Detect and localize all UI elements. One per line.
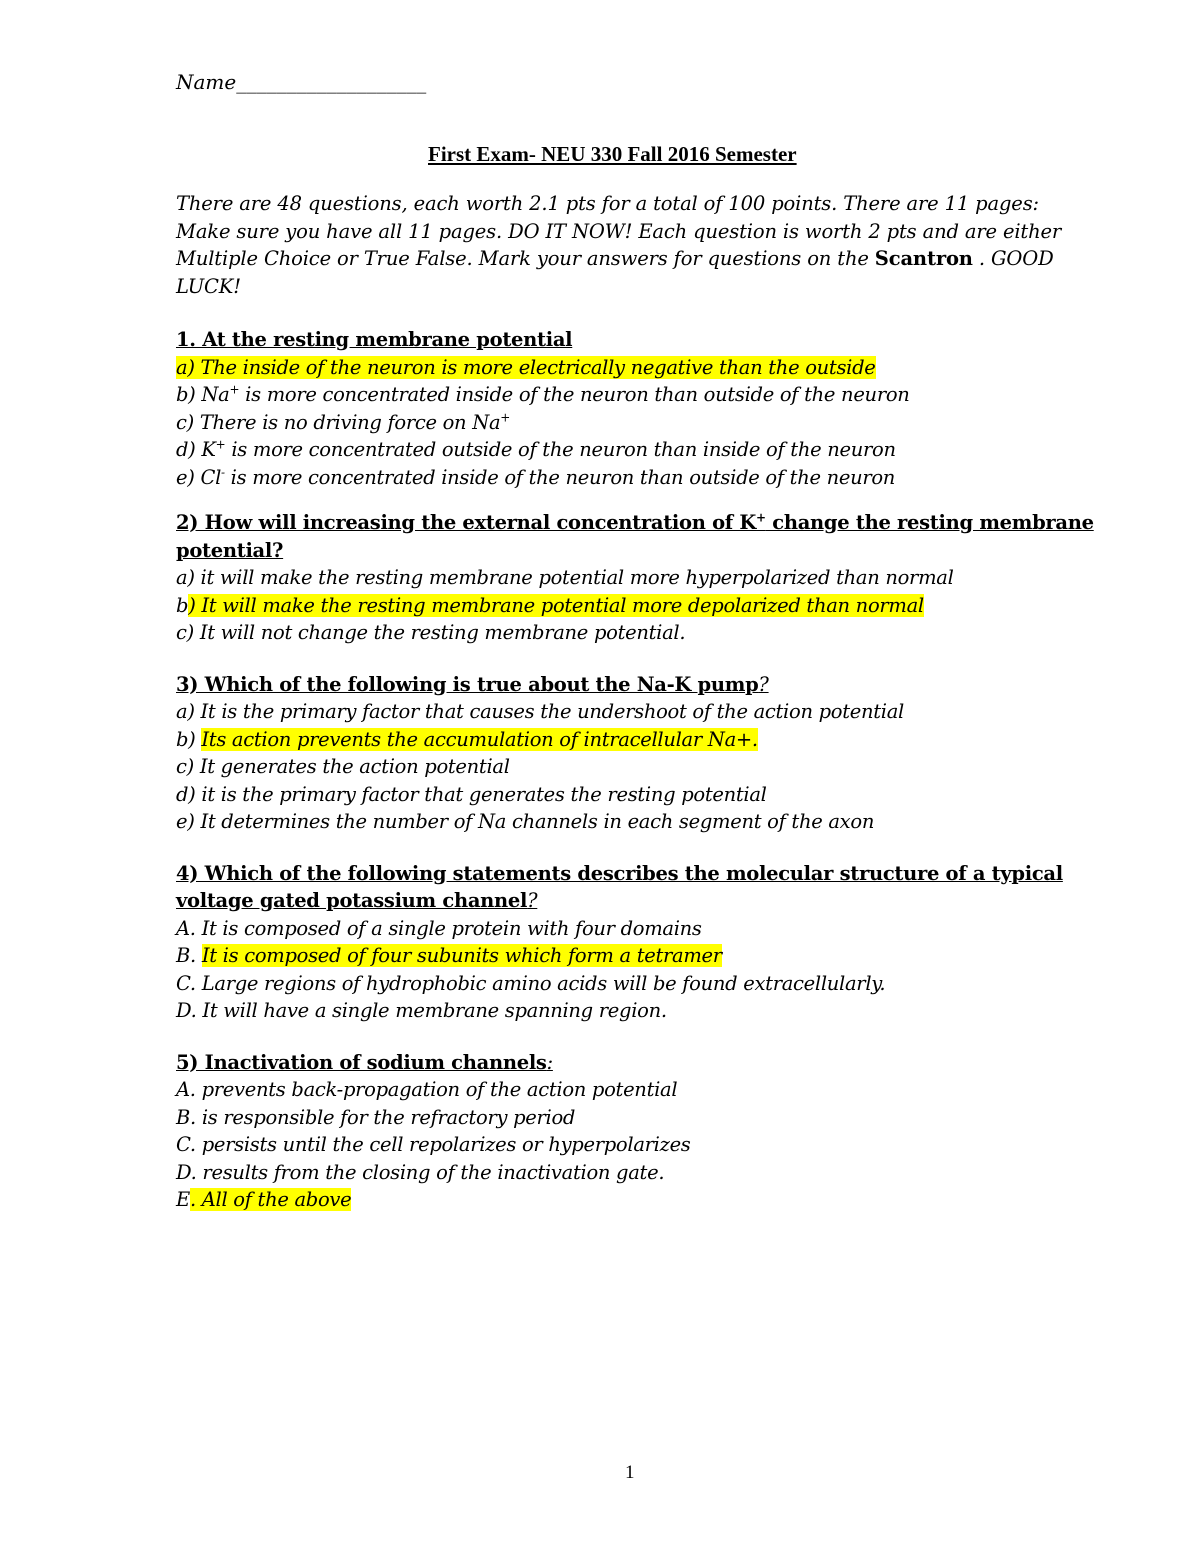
question-4-option-b: B. It is composed of four subunits which form a tetramer [176, 944, 722, 967]
question-5-option-b: B. is responsible for the refractory period [176, 1105, 576, 1129]
question-4-option-d: D. It will have a single membrane spanning region. [176, 999, 667, 1022]
answer-highlight: It is composed of four subunits which form a tetramer [201, 944, 722, 967]
answer-highlight: ) It will make the resting membrane potential more depolarized than normal [188, 593, 924, 617]
page-number: 1 [625, 1462, 635, 1483]
question-1-heading: 1. At the resting membrane potential [176, 328, 573, 351]
name-blank: ___________________ [236, 70, 427, 94]
scantron-label: Scantron [874, 247, 973, 270]
question-5-options [176, 1076, 1096, 1214]
question-2-options [176, 564, 1096, 647]
question-1-option-e: e) Cl- is more concentrated inside of the neuron than outside of the neuron [176, 465, 896, 489]
question-5-option-d: D. results from the closing of the inactivation gate. [176, 1160, 665, 1184]
question-4-option-c: C. Large regions of hydrophobic amino acids will be found extracellularly. [176, 971, 886, 995]
question-5 [176, 1049, 1096, 1214]
question-1-options [176, 354, 1096, 492]
question-2 [176, 509, 1096, 647]
question-3-option-a: a) It is the primary factor that causes the undershoot of the action potential [176, 700, 904, 723]
name-field [176, 70, 1096, 100]
question-4-option-a: A. It is composed of a single protein with four domains [176, 916, 702, 940]
instructions [176, 190, 1096, 300]
question-5-heading: 5) Inactivation of sodium channels: [176, 1050, 553, 1074]
question-3-option-b: b) Its action prevents the accumulation of intracellular Na+. [176, 727, 758, 751]
instructions-text-1: There are 48 questions, each worth 2.1 pts for a total of 100 points. There are 11 pages: Make sure you have all 11 pages. DO IT NOW! Each question is worth 2 pts and are either Multiple Choice or True False. Mark your answers for questions on the [176, 192, 1062, 270]
question-4-options [176, 915, 1096, 1025]
question-1-option-d: d) K+ is more concentrated outside of the neuron than inside of the neuron [176, 437, 896, 461]
question-1 [176, 326, 1096, 491]
exam-page [176, 70, 1096, 1214]
question-4-heading: 4) Which of the following statements describes the molecular structure of a typical voltage gated potassium channel? [176, 861, 1063, 912]
question-3 [176, 671, 1096, 836]
question-2-option-c: c) It will not change the resting membrane potential. [176, 621, 686, 644]
instructions-text-2: . GOOD LUCK! [176, 247, 1054, 298]
question-3-heading: 3) Which of the following is true about the Na-K pump? [176, 672, 769, 696]
question-1-option-b: b) Na+ is more concentrated inside of the neuron than outside of the neuron [176, 382, 910, 406]
question-1-option-c: c) There is no driving force on Na+ [176, 410, 511, 434]
name-label: Name [176, 70, 237, 94]
question-5-option-e: E. All of the above [176, 1188, 352, 1211]
question-1-option-a [176, 354, 1096, 382]
answer-highlight: a) The inside of the neuron is more electrically negative than the outside [176, 355, 876, 379]
question-5-option-c: C. persists until the cell repolarizes or hyperpolarizes [176, 1133, 691, 1156]
question-3-option-d: d) it is the primary factor that generates the resting potential [176, 782, 767, 806]
answer-highlight: Its action prevents the accumulation of intracellular Na+. [201, 727, 758, 751]
question-5-option-a: A. prevents back-propagation of the action potential [176, 1078, 678, 1101]
question-2-heading: 2) How will increasing the external concentration of K+ change the resting membrane potential? [176, 510, 1094, 562]
question-3-options [176, 698, 1096, 836]
question-2-option-b: b) It will make the resting membrane potential more depolarized than normal [176, 593, 924, 617]
question-2-option-a: a) it will make the resting membrane potential more hyperpolarized than normal [176, 566, 954, 589]
exam-title: First Exam- NEU 330 Fall 2016 Semester [428, 142, 797, 166]
question-3-option-e: e) It determines the number of Na channels in each segment of the axon [176, 810, 875, 833]
question-4 [176, 860, 1096, 1025]
question-3-option-c: c) It generates the action potential [176, 755, 510, 778]
answer-highlight: . All of the above [189, 1188, 352, 1211]
